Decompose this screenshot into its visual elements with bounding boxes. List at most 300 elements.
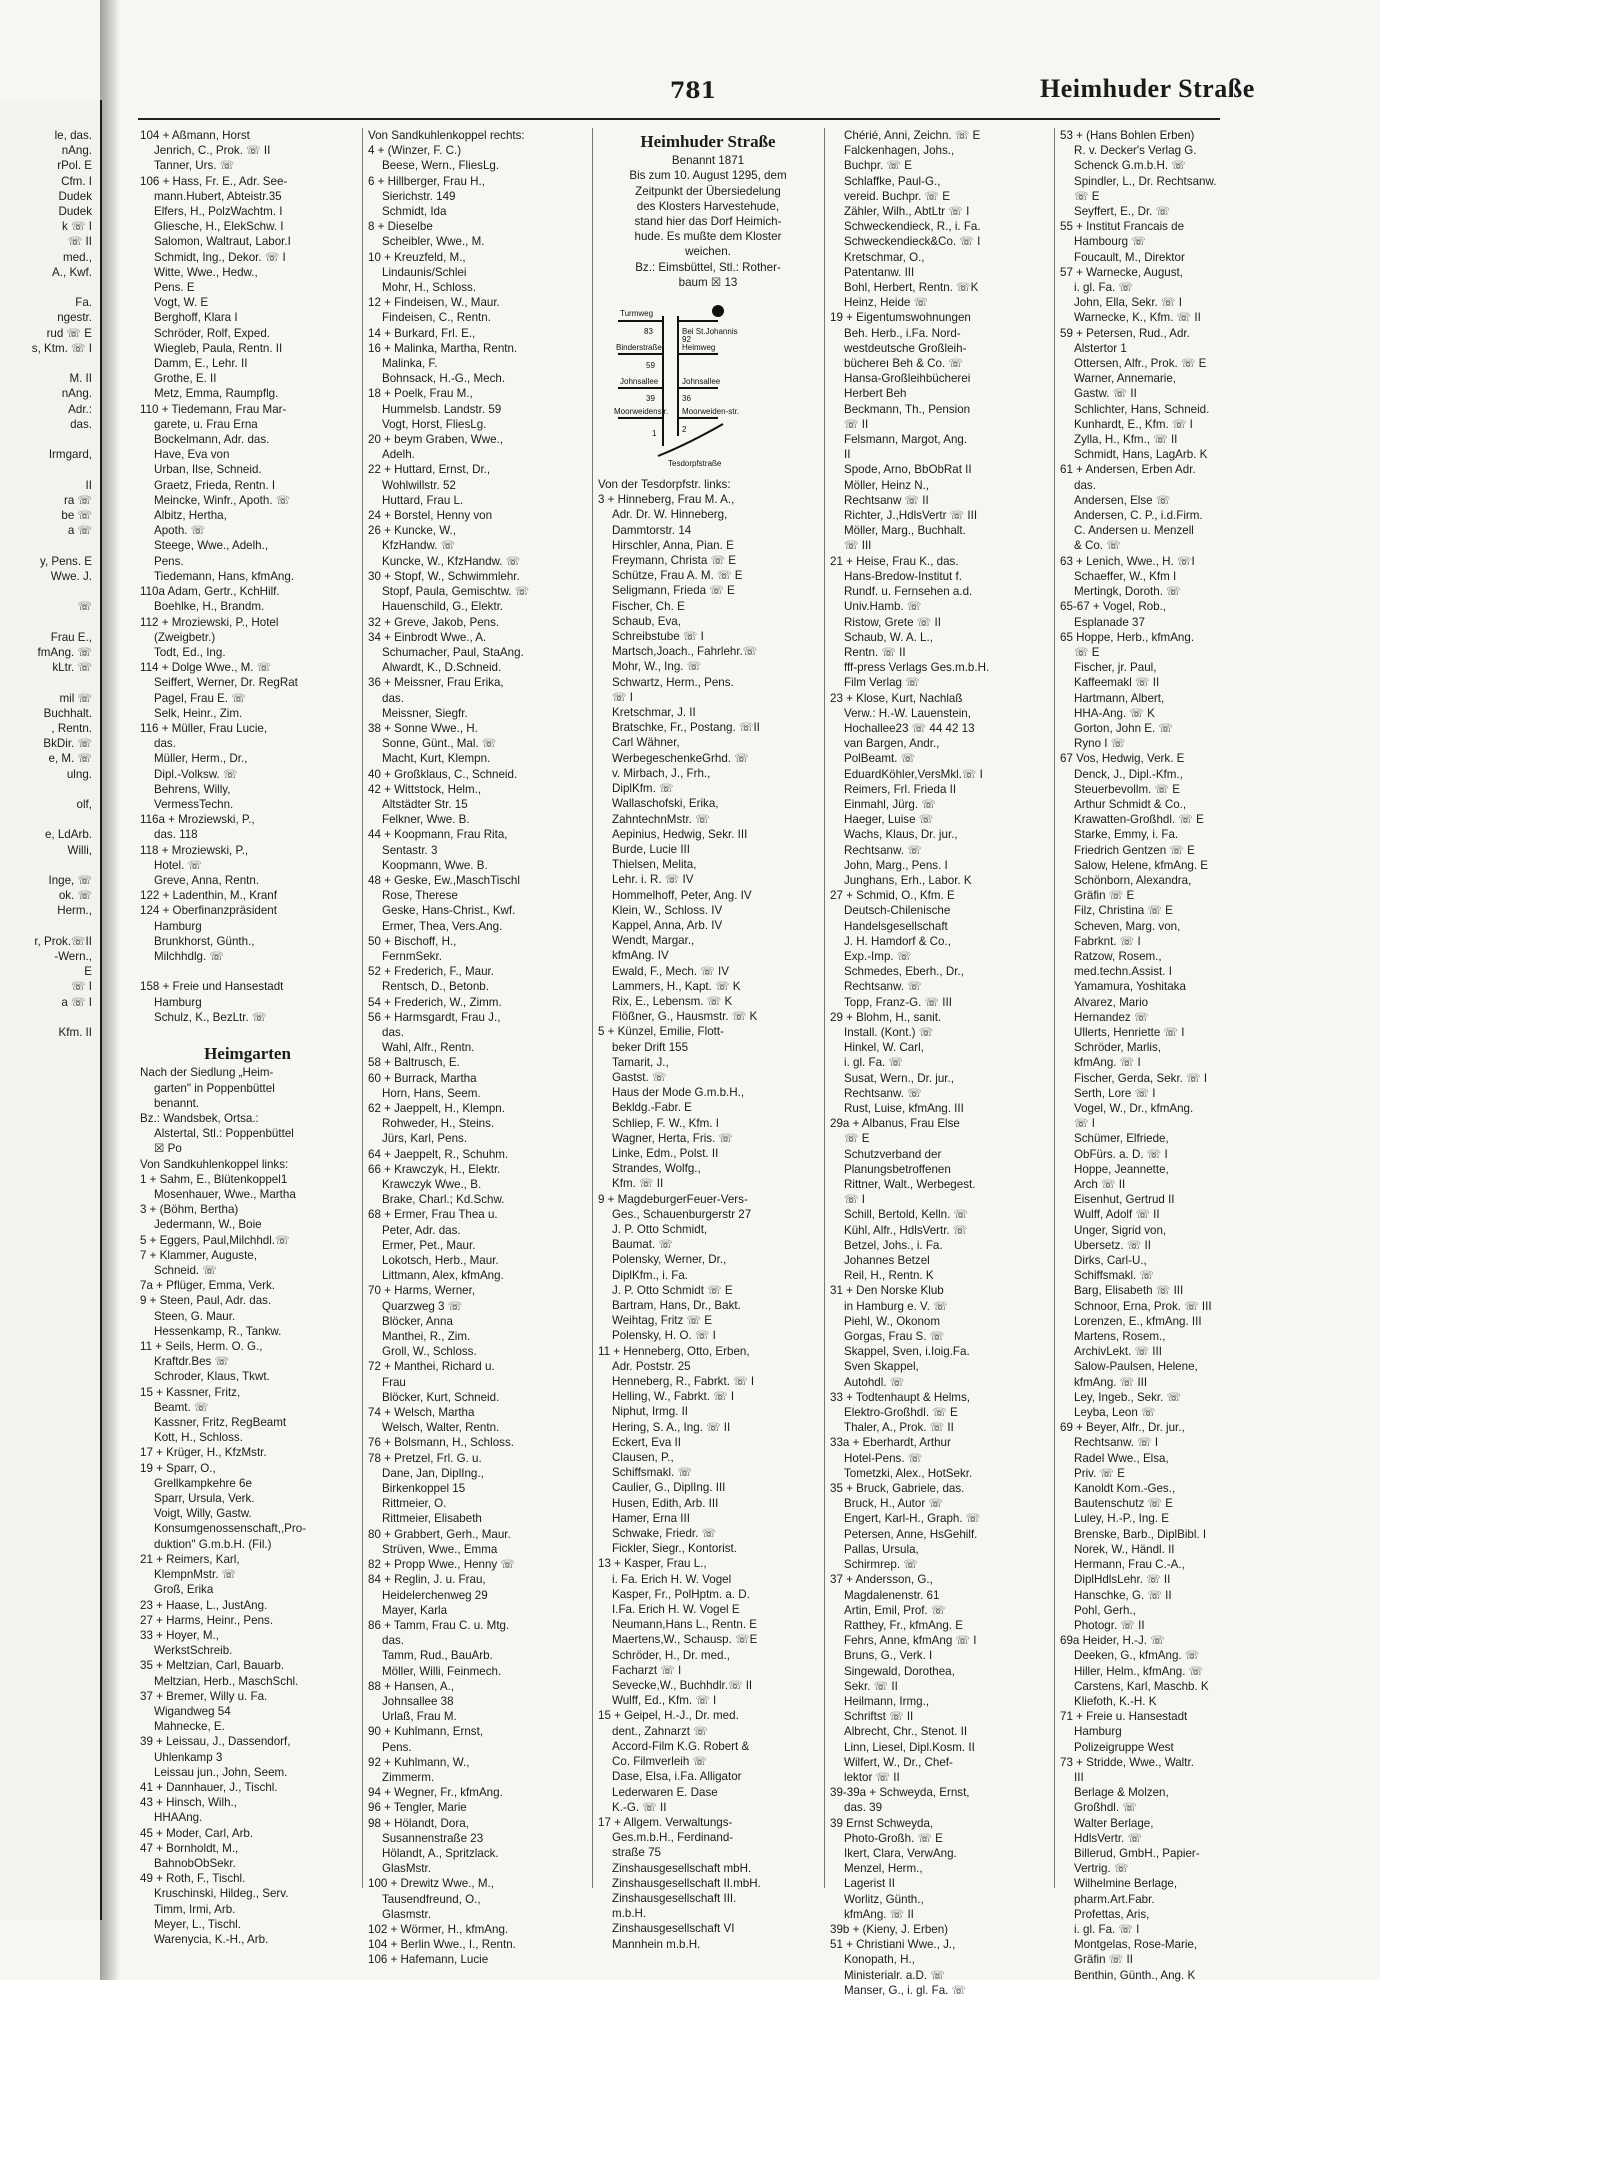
directory-entry: med.techn.Assist. I [1074, 965, 1172, 979]
directory-entry: beker Drift 155 [612, 1040, 689, 1054]
directory-entry: Sven Skappel, [844, 1360, 919, 1374]
directory-entry: Schutzverband der [844, 1147, 942, 1161]
directory-entry: Groß, Erika [154, 1583, 214, 1597]
directory-entry: Bratschke, Fr., Postang. ☏II [612, 721, 760, 735]
directory-entry: das. [382, 1634, 404, 1648]
directory-entry: Todt, Ed., Ing. [154, 645, 226, 659]
directory-entry: das. 39 [844, 1801, 883, 1815]
directory-entry: Norek, W., Händl. II [1074, 1542, 1175, 1556]
directory-entry: Fehrs, Anne, kfmAng ☏ I [844, 1634, 977, 1648]
adjacent-page-text [0, 128, 96, 1908]
directory-entry: Schaub, Eva, [612, 614, 681, 628]
column-1 [140, 128, 355, 1946]
directory-entry: 60 + Burrack, Martha [368, 1071, 477, 1085]
directory-entry: 98 + Hölandt, Dora, [368, 1816, 469, 1830]
directory-entry: Glasmstr. [382, 1907, 431, 1921]
directory-entry: nAng. [61, 144, 92, 158]
directory-entry: 45 + Moder, Carl, Arb. [140, 1826, 254, 1840]
directory-entry: Polensky, Werner, Dr., [612, 1253, 727, 1267]
directory-entry: Frau [382, 1375, 406, 1389]
directory-entry: Hans-Bredow-Institut f. [844, 569, 962, 583]
directory-entry: Ges., Schauenburgerstr 27 [612, 1207, 752, 1221]
directory-entry: & Co. ☏ [1074, 539, 1121, 553]
directory-entry: 106 + Hafemann, Lucie [368, 1953, 489, 1967]
directory-entry: Hiller, Helm., kfmAng. ☏ [1074, 1664, 1204, 1678]
directory-entry: Mahnecke, E. [154, 1720, 225, 1734]
directory-entry: Facharzt ☏ I [612, 1663, 682, 1677]
directory-entry: Herbert Beh [844, 387, 907, 401]
map-label: Heimweg [682, 343, 716, 353]
directory-entry: Beese, Wern., FliesLg. [382, 159, 500, 173]
directory-entry: Wohlwillstr. 52 [382, 478, 456, 492]
directory-entry: Falckenhagen, Johs., [844, 144, 955, 158]
directory-entry: kfmAng. ☏ II [844, 1907, 914, 1921]
map-number: 92 [682, 335, 691, 345]
directory-entry: Eisenhut, Gertrud II [1074, 1193, 1175, 1207]
directory-entry: Andersen, Else ☏ [1074, 493, 1171, 507]
directory-entry: 100 + Drewitz Wwe., M., [368, 1877, 494, 1891]
directory-entry: kLtr. ☏ [52, 661, 92, 675]
street-district: Bz.: Eimsbüttel, Stl.: Rother- [635, 260, 781, 274]
directory-entry [0, 919, 92, 934]
directory-entry: Fischer, Gerda, Sekr. ☏ I [1074, 1071, 1208, 1085]
directory-entry: Dase, Elsa, i.Fa. Alligator [612, 1770, 742, 1784]
directory-entry: 65 Hoppe, Herb., kfmAng. [1060, 630, 1195, 644]
directory-entry: Pohl, Gerh., [1074, 1603, 1136, 1617]
directory-entry: mann.Hubert, Abteistr.35 [154, 189, 282, 203]
directory-entry: DiplHdlsLehr. ☏ II [1074, 1573, 1171, 1587]
directory-entry: Brenske, Barb., DiplBibl. I [1074, 1527, 1207, 1541]
directory-entry: M. II [69, 372, 92, 386]
directory-entry: Ermer, Pet., Maur. [382, 1238, 476, 1252]
directory-entry: Billerud, GmbH., Papier- [1074, 1846, 1200, 1860]
directory-entry: Buchpr. ☏ E [844, 159, 912, 173]
directory-entry: 31 + Den Norske Klub [830, 1284, 944, 1298]
directory-entry: Autohdl. ☏ [844, 1375, 905, 1389]
directory-entry: Pens. E [154, 281, 195, 295]
directory-entry: Strandes, Wolfg., [612, 1162, 701, 1176]
directory-entry: Voigt, Willy, Gastw. [154, 1507, 252, 1521]
directory-entry: Richter, J.,HdlsVertr ☏ III [844, 509, 978, 523]
directory-entry: Martsch,Joach., Fahrlehr.☏ [612, 645, 758, 659]
directory-entry: Carstens, Karl, Maschb. K [1074, 1679, 1209, 1693]
directory-entry: Ley, Ingeb., Sekr. ☏ [1074, 1390, 1182, 1404]
directory-entry: Meyer, L., Tischl. [154, 1917, 241, 1931]
directory-entry: Rittmeier, O. [382, 1497, 447, 1511]
directory-entry: Birkenkoppel 15 [382, 1482, 466, 1496]
directory-entry: Dipl.-Volksw. ☏ [154, 767, 238, 781]
directory-entry: 48 + Geske, Ew.,MaschTischl [368, 873, 520, 887]
directory-entry: Adr.: [68, 402, 92, 416]
directory-entry: Von Sandkuhlenkoppel links: [140, 1157, 289, 1171]
directory-entry: 5 + Eggers, Paul,Milchhdl.☏ [140, 1233, 290, 1247]
directory-entry: Graetz, Frieda, Rentn. I [154, 478, 276, 492]
directory-entry: das. [1074, 478, 1096, 492]
directory-entry: Hessenkamp, R., Tankw. [154, 1324, 282, 1338]
directory-entry: Meltzian, Herb., MaschSchl. [154, 1674, 299, 1688]
directory-entry: 66 + Krawczyk, H., Elektr. [368, 1162, 501, 1176]
directory-entry: 106 + Hass, Fr. E., Adr. See- [140, 174, 288, 188]
page-number: 781 [670, 78, 716, 104]
directory-entry: Milchhdlg. ☏ [154, 949, 224, 963]
history-line: Zeitpunkt der Übersiedelung [635, 184, 781, 198]
directory-entry: Schweckendieck, R., i. Fa. [844, 220, 981, 234]
directory-entry: 10 + Kreuzfeld, M., [368, 250, 466, 264]
directory-entry: ok. ☏ [58, 889, 92, 903]
directory-entry: 112 + Mroziewski, P., Hotel [140, 615, 279, 629]
directory-entry: Kruschinski, Hildeg., Serv. [154, 1887, 289, 1901]
directory-entry: 3 + (Böhm, Bertha) [140, 1203, 239, 1217]
directory-entry: 1 + Sahm, E., Blütenkoppel1 [140, 1172, 288, 1186]
directory-entry: Von Sandkuhlenkoppel rechts: [368, 129, 525, 142]
directory-entry: J. P. Otto Schmidt ☏ E [612, 1283, 733, 1297]
directory-entry: 51 + Christiani Wwe., J., [830, 1938, 956, 1952]
directory-entry: Kretschmar, J. II [612, 706, 696, 720]
directory-entry: 27 + Harms, Heinr., Pens. [140, 1613, 274, 1627]
directory-entry: 7a + Pflüger, Emma, Verk. [140, 1279, 276, 1293]
directory-entry: Susannenstraße 23 [382, 1831, 484, 1845]
directory-entry: Selk, Heinr., Zim. [154, 706, 243, 720]
directory-entry: Schlaffke, Paul-G., [844, 174, 941, 188]
directory-entry: Wulff, Ed., Kfm. ☏ I [612, 1694, 717, 1708]
directory-entry: Benthin, Günth., Ang. K [1074, 1968, 1196, 1982]
directory-entry: Co. Filmverleih ☏ [612, 1755, 708, 1769]
directory-entry: e, LdArb. [44, 828, 92, 842]
directory-entry: Friedrich Gentzen ☏ E [1074, 843, 1195, 857]
history-line: des Klosters Harvestehude, [636, 199, 780, 213]
directory-entry: BahnobObSekr. [154, 1856, 236, 1870]
directory-entry: 14 + Burkard, Frl. E., [368, 326, 476, 340]
directory-entry: III [1074, 1770, 1084, 1784]
directory-entry: EduardKöhler,VersMkl.☏ I [844, 767, 983, 781]
directory-entry: Urlaß, Frau M. [382, 1710, 457, 1724]
map-label: Moorweidenstr. [614, 407, 669, 417]
directory-entry: Zinshausgesellschaft III. [612, 1891, 737, 1905]
directory-entry: 7 + Klammer, Auguste, [140, 1248, 257, 1262]
directory-entry: Elfers, H., PolzWachtm. I [154, 205, 283, 219]
directory-entry: Wiegleb, Paula, Rentn. II [154, 341, 283, 355]
directory-entry: Rechtsanw ☏ II [844, 493, 929, 507]
directory-entry: Mertingk, Doroth. ☏ [1074, 585, 1181, 599]
directory-entry: das. [382, 1025, 404, 1039]
map-number: 1 [652, 429, 657, 439]
directory-entry [0, 538, 92, 553]
directory-entry: Findeisen, C., Rentn. [382, 311, 491, 325]
directory-entry: 58 + Baltrusch, E. [368, 1056, 460, 1070]
directory-entry: Exp.-Imp. ☏ [844, 949, 912, 963]
directory-entry: das. [154, 737, 176, 751]
directory-entry: Hochallee23 ☏ 44 42 13 [844, 721, 975, 735]
directory-entry: Krawatten-Großhdl. ☏ E [1074, 813, 1204, 827]
directory-entry: Engert, Karl-H., Graph. ☏ [844, 1512, 981, 1526]
directory-entry: Rix, E., Lebensm. ☏ K [612, 994, 733, 1008]
directory-entry [0, 675, 92, 690]
directory-entry: ☏ I [71, 980, 92, 994]
directory-entry: Krawczyk Wwe., B. [382, 1178, 482, 1192]
directory-entry: Quarzweg 3 ☏ [382, 1299, 463, 1313]
directory-entry: 39-39a + Schweyda, Ernst, [830, 1786, 970, 1800]
directory-entry: Behrens, Willy, [154, 782, 231, 796]
directory-entry: Schill, Bertold, Kelln. ☏ [844, 1208, 969, 1222]
directory-entry: Install. (Kont.) ☏ [844, 1025, 934, 1039]
directory-entry: Patentanw. III [844, 265, 915, 279]
directory-entry: Rose, Therese [382, 889, 458, 903]
directory-entry: Handelsgesellschaft [844, 919, 948, 933]
directory-entry: Berlage & Molzen, [1074, 1786, 1169, 1800]
directory-entry: rud ☏ E [46, 326, 92, 340]
directory-entry: GlasMstr. [382, 1862, 431, 1876]
directory-entry: 67 Vos, Hedwig, Verk. E [1060, 752, 1185, 766]
directory-entry: 78 + Pretzel, Frl. G. u. [368, 1451, 482, 1465]
directory-entry: garten" in Poppenbüttel [154, 1081, 275, 1095]
directory-entry: Warnecke, K., Kfm. ☏ II [1074, 311, 1201, 325]
map-label: Tesdorpfstraße [668, 459, 722, 469]
directory-entry: Bruns, G., Verk. I [844, 1649, 933, 1663]
directory-entry: Hotel. ☏ [154, 858, 203, 872]
directory-entry: Kraftdr.Bes ☏ [154, 1355, 230, 1369]
directory-entry: Schreibstube ☏ I [612, 630, 704, 644]
directory-entry: benannt. [154, 1096, 200, 1110]
directory-entry: Arthur Schmidt & Co., [1074, 797, 1187, 811]
directory-entry: kfmAng. ☏ I [1074, 1056, 1141, 1070]
directory-entry: nAng. [61, 387, 92, 401]
directory-entry: 102 + Wörmer, H., kfmAng. [368, 1922, 509, 1936]
directory-entry: John, Ella, Sekr. ☏ I [1074, 296, 1182, 310]
directory-entry: ☏ III [844, 539, 872, 553]
directory-entry: Grothe, E. II [154, 372, 217, 386]
directory-entry: 35 + Bruck, Gabriele, das. [830, 1482, 965, 1496]
directory-entry: Carl Wähner, [612, 736, 680, 750]
directory-entry: Rechtsanw. ☏ [844, 980, 922, 994]
directory-entry: Berghoff, Klara I [154, 311, 238, 325]
map-number: 36 [682, 394, 691, 404]
directory-entry: 71 + Freie u. Hansestadt [1060, 1710, 1188, 1724]
directory-entry: Manser, G., i. gl. Fa. ☏ [844, 1983, 967, 1997]
directory-entry: Freymann, Christa ☏ E [612, 554, 737, 568]
directory-entry: Walter Berlage, [1074, 1816, 1154, 1830]
directory-entry: 65-67 + Vogel, Rob., [1060, 600, 1167, 614]
directory-entry: Alstertal, Stl.: Poppenbüttel [154, 1127, 294, 1141]
directory-entry: HHAAng. [154, 1811, 203, 1825]
directory-entry: Schlichter, Hans, Schneid. [1074, 402, 1210, 416]
directory-entry: kfmAng. ☏ III [1074, 1375, 1148, 1389]
directory-entry: C. Andersen u. Menzell [1074, 524, 1194, 538]
directory-entry: Brake, Charl.; Kd.Schw. [382, 1193, 505, 1207]
directory-entry: Kfm. ☏ II [612, 1177, 664, 1191]
directory-entry: 116a + Mroziewski, P., [140, 813, 255, 827]
directory-entry: 53 + (Hans Bohlen Erben) [1060, 129, 1195, 142]
directory-entry: Bartram, Hans, Dr., Bakt. [612, 1299, 741, 1312]
directory-entry: Ministerialr. a.D. ☏ [844, 1968, 945, 1982]
directory-entry: Hambourg ☏ [1074, 235, 1146, 249]
directory-entry: 84 + Reglin, J. u. Frau, [368, 1573, 486, 1587]
directory-entry: Adr. Poststr. 25 [612, 1359, 691, 1373]
directory-entry: Elektro-Großhdl. ☏ E [844, 1406, 958, 1420]
map-label: Binderstraße [616, 343, 662, 353]
directory-entry: Rittner, Walt., Werbegest. [844, 1178, 976, 1192]
directory-entry: Wallaschofski, Erika, [612, 797, 719, 811]
directory-entry: KlempnMstr. ☏ [154, 1568, 237, 1582]
scan-margin [1380, 0, 1600, 2177]
directory-entry: 19 + Eigentumswohnungen [830, 311, 971, 325]
directory-entry: Rundf. u. Fernsehen a.d. [844, 585, 973, 599]
directory-entry: Wulff, Adolf ☏ II [1074, 1208, 1160, 1222]
directory-entry: Inge, ☏ [48, 873, 92, 887]
directory-entry: Schröder, H., Dr. med., [612, 1648, 730, 1662]
directory-entry: 40 + Großklaus, C., Schneid. [368, 767, 518, 781]
directory-entry: 61 + Andersen, Erben Adr. [1060, 463, 1196, 477]
directory-entry: DiplKfm. ☏ [612, 782, 674, 796]
directory-entry: Manthei, R., Zim. [382, 1330, 471, 1344]
directory-entry: Möller, Heinz N., [844, 478, 930, 492]
directory-entry: Rechtsanw. ☏ I [1074, 1436, 1159, 1450]
directory-entry: Radel Wwe., Elsa, [1074, 1451, 1169, 1465]
directory-entry: Zinshausgesellschaft II.mbH. [612, 1876, 761, 1890]
directory-entry: Schmedes, Eberh., Dr., [844, 965, 964, 979]
directory-entry: 17 + Krüger, H., KfzMstr. [140, 1446, 267, 1460]
directory-entry: Eckert, Eva II [612, 1435, 681, 1449]
directory-entry: Welsch, Walter, Rentn. [382, 1421, 500, 1435]
directory-entry: Fabrknt. ☏ I [1074, 934, 1141, 948]
directory-entry: Großhdl. ☏ [1074, 1801, 1137, 1815]
directory-entry: Sekr. ☏ II [844, 1679, 898, 1693]
directory-entry: 59 + Petersen, Rud., Adr. [1060, 326, 1190, 340]
directory-entry: 92 + Kuhlmann, W., [368, 1755, 470, 1769]
directory-entry: Leyba, Leon ☏ [1074, 1406, 1156, 1420]
directory-entry: Bautenschutz ☏ E [1074, 1497, 1173, 1511]
directory-entry: , Rentn. [51, 721, 92, 735]
directory-entry: 44 + Koopmann, Frau Rita, [368, 828, 508, 842]
directory-entry: 15 + Geipel, H.-J., Dr. med. [598, 1709, 739, 1723]
directory-entry: Wahl, Alfr., Rentn. [382, 1041, 475, 1055]
street-map [608, 296, 808, 471]
directory-entry: Konsumgenossenschaft,,Pro- [154, 1522, 307, 1536]
directory-entry: 5 + Künzel, Emilie, Flott- [598, 1025, 724, 1039]
directory-entry: Schmidt, Ida [382, 205, 447, 219]
directory-entry: Priv. ☏ E [1074, 1466, 1125, 1480]
directory-entry: Worlitz, Günth., [844, 1892, 924, 1906]
directory-entry: i. gl. Fa. ☏ I [1074, 1922, 1140, 1936]
directory-entry: 18 + Poelk, Frau M., [368, 387, 473, 401]
directory-entry: 43 + Hinsch, Wilh., [140, 1796, 237, 1810]
street-title: Heimhuder Straße [640, 132, 776, 151]
directory-entry: Zimmerm. [382, 1770, 435, 1784]
directory-entry: Littmann, Alex, kfmAng. [382, 1269, 504, 1283]
directory-entry: 4 + (Winzer, F. C.) [368, 144, 462, 158]
directory-entry: Zylla, H., Kfm., ☏ II [1074, 433, 1178, 447]
header-rule [138, 118, 1220, 120]
directory-entry: Vogt, W. E [154, 296, 209, 310]
directory-entry: Ubersetz. ☏ II [1074, 1238, 1151, 1252]
directory-entry: 39 + Leissau, J., Dassendorf, [140, 1735, 291, 1749]
directory-entry: Polizeigruppe West [1074, 1740, 1174, 1754]
directory-entry: 94 + Wegner, Fr., kfmAng. [368, 1786, 503, 1800]
directory-entry: Wagner, Herta, Fris. ☏ [612, 1131, 734, 1145]
directory-entry: Wendt, Margar., [612, 934, 695, 948]
directory-entry: Boehlke, H., Brandm. [154, 600, 265, 614]
directory-entry: HdlsVertr. ☏ [1074, 1831, 1142, 1845]
directory-entry: westdeutsche Großleih- [844, 341, 967, 355]
directory-entry: Rechtsanw. ☏ [844, 1086, 922, 1100]
directory-entry: 30 + Stopf, W., Schwimmlehr. [368, 569, 520, 583]
directory-entry: 73 + Stridde, Wwe., Waltr. [1060, 1755, 1194, 1769]
directory-entry: Schliep, F. W., Kfm. I [612, 1116, 719, 1130]
directory-entry: r, Prok.☏II [34, 934, 92, 948]
directory-entry: Foucault, M., Direktor [1074, 250, 1185, 264]
directory-entry: Vogel, W., Dr., kfmAng. [1074, 1102, 1194, 1115]
directory-entry: Kasper, Fr., PolHptm. a. D. [612, 1587, 750, 1601]
directory-entry: 104 + Berlin Wwe., I., Rentn. [368, 1938, 516, 1952]
directory-entry: 47 + Bornholdt, M., [140, 1841, 239, 1855]
directory-entry: 8 + Dieselbe [368, 220, 433, 234]
directory-entry: Ewald, F., Mech. ☏ IV [612, 964, 729, 978]
directory-entry: Albitz, Hertha, [154, 509, 227, 523]
directory-entry: ☏ E [844, 1132, 870, 1146]
directory-entry: 16 + Malinka, Martha, Rentn. [368, 341, 518, 355]
map-number: 83 [644, 327, 653, 337]
directory-entry: Haeger, Luise ☏ [844, 813, 934, 827]
directory-entry: Zinshausgesellschaft mbH. [612, 1861, 752, 1875]
directory-entry: m.b.H. [612, 1907, 647, 1921]
directory-entry [140, 964, 355, 979]
directory-entry: Scheibler, Wwe., M. [382, 235, 485, 249]
directory-entry: das. 118 [154, 828, 198, 842]
directory-entry: K.-G. ☏ II [612, 1800, 667, 1814]
directory-entry: Hauenschild, G., Elektr. [382, 600, 504, 614]
directory-entry: 3 + Hinneberg, Frau M. A., [598, 493, 735, 507]
directory-entry: Pens. [382, 1740, 412, 1754]
map-number: 39 [646, 394, 655, 404]
directory-entry: Filz, Christina ☏ E [1074, 904, 1173, 918]
directory-entry: in Hamburg e. V. ☏ [844, 1299, 948, 1313]
directory-entry: rPol. E [57, 159, 92, 173]
directory-entry: Gorton, John E. ☏ [1074, 721, 1173, 735]
directory-entry: Jenrich, C., Prok. ☏ II [154, 144, 271, 158]
directory-entry: Andersen, C. P., i.d.Firm. [1074, 509, 1203, 523]
directory-entry: Skappel, Sven, i.Ioig.Fa. [844, 1345, 970, 1359]
directory-entry: duktion" G.m.b.H. (Fil.) [154, 1537, 272, 1551]
directory-entry: Kaffeemakl ☏ II [1074, 676, 1160, 690]
directory-entry: 124 + Oberfinanzpräsident [140, 904, 277, 918]
directory-entry: ☏ [77, 600, 92, 614]
directory-entry: Johannes Betzel [844, 1254, 930, 1268]
directory-entry: Aepinius, Hedwig, Sekr. III [612, 827, 748, 841]
directory-entry: 52 + Frederich, F., Maur. [368, 965, 494, 979]
directory-entry: Fischer, jr. Paul, [1074, 661, 1157, 675]
directory-entry: Schönborn, Alexandra, [1074, 873, 1192, 887]
directory-entry: 69 + Beyer, Alfr., Dr. jur., [1060, 1421, 1185, 1435]
directory-entry: 24 + Borstel, Henny von [368, 509, 493, 523]
directory-entry: Martens, Rosem., [1074, 1330, 1166, 1344]
directory-entry: Beh. Herb., i.Fa. Nord- [844, 326, 961, 340]
directory-entry: Schenck G.m.b.H. ☏ [1074, 159, 1186, 173]
directory-entry: Bekldg.-Fabr. E [612, 1101, 692, 1115]
column-2 [368, 128, 586, 1967]
directory-entry: Beamt. ☏ [154, 1400, 209, 1414]
directory-entry: Gräfin ☏ II [1074, 1953, 1133, 1967]
directory-entry: Tamarit, J., [612, 1055, 669, 1069]
directory-entry: Jürs, Karl, Pens. [382, 1132, 468, 1146]
history-line: hude. Es mußte dem Kloster [634, 230, 782, 244]
directory-entry: Salomon, Waltraut, Labor.I [154, 235, 291, 249]
directory-entry: Seiffert, Werner, Dr. RegRat [154, 676, 298, 690]
directory-entry [0, 812, 92, 827]
directory-entry: Rohweder, H., Steins. [382, 1117, 495, 1131]
directory-entry: Hering, S. A., Ing. ☏ II [612, 1420, 731, 1434]
directory-entry: 54 + Frederich, W., Zimm. [368, 995, 502, 1009]
directory-entry: Hermann, Frau C.-A., [1074, 1558, 1185, 1572]
directory-entry: Flößner, G., Hausmstr. ☏ K [612, 1010, 758, 1024]
